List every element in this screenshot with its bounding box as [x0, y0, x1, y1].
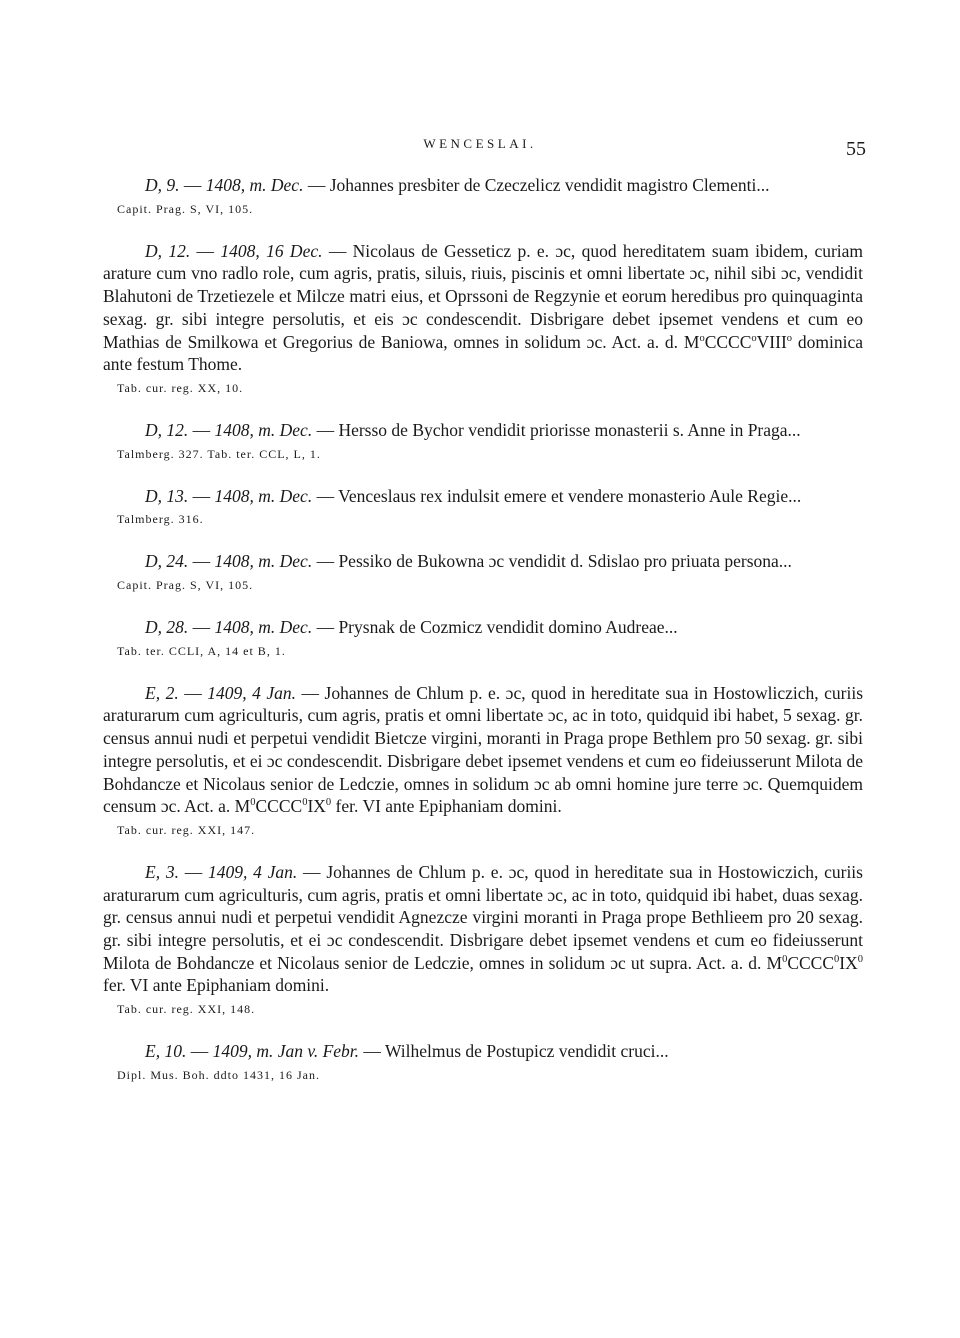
entry-text: E, 2. — 1409, 4 Jan. — Johannes de Chlum p. e. ɔc, quod in hereditate sua in Hostowliczich, curiis araturarum cum agriculturis, cum agris, pratis et omni libertate ɔc, ac in toto, quidquid ibi habet, 5 sexag. gr. census annui nudi et perpetui vendidit Bietcze virgini, moranti in Praga prope Bethlem pro 50 sexag. gr. sibi integre persolutis, et ei ɔc condescendit. Disbrigare debet ipsemet vendens et cum eo fideiusserunt Milota de Bohdancze et Nicolaus senior de Ledczie, omnes in solidum ɔc ab omni homine jure terre ɔc. Quemquidem censum ɔc. Act. a. $M^0CCCC^0IX^0$ fer. VI ante Epiphaniam domini.: [103, 682, 864, 817]
entry-body: Wilhelmus de Postupicz vendidit cruci...: [384, 1041, 669, 1062]
superscript: o: [751, 332, 757, 344]
entry-text: D, 12. — 1408, m. Dec. — Hersso de Bychor vendidit priorisse monasterii s. Anne in Praga...: [145, 419, 801, 440]
entry-source: Tab. cur. reg. XXI, 147.: [117, 822, 256, 837]
entry-date-head: E, 10. — 1409, m. Jan v. Febr.: [145, 1041, 360, 1062]
entry: [103, 550, 863, 593]
entry-body-end: fer. VI ante Epiphaniam domini.: [331, 796, 562, 817]
page-number: 55: [846, 138, 866, 160]
entry-body: Pessiko de Bukowna ɔc vendidit d. Sdislao pro priuata persona...: [338, 551, 792, 572]
entry: [103, 240, 863, 396]
entry-body-cont: CCCC: [704, 331, 752, 352]
entry-body-cont: CCCC: [787, 952, 835, 973]
entry-body: Johannes de Chlum p. e. ɔc, quod in hereditate sua in Hostowliczich, curiis araturarum cum agriculturis, cum agris, pratis et omni libertate ɔc, ac in toto, quidquid ibi habet, 5 sexag. gr. census annui nudi et perpetui vendidit Bietcze virgini, moranti in Praga prope Bethlem pro 50 sexag. gr. sibi integre persolutis, et ei ɔc condescendit. Disbrigare debet ipsemet vendens et cum eo fideiusserunt Milota de Bohdancze et Nicolaus senior de Ledczie, omnes in solidum ɔc ab omni homine jure terre ɔc. Quemquidem censum ɔc. Act. a. M: [103, 682, 864, 817]
entry-source: Talmberg. 327. Tab. ter. CCL, L, 1.: [117, 446, 321, 461]
running-head: WENCESLAI.: [423, 136, 537, 151]
superscript: 0: [250, 797, 256, 809]
entry-text: E, 3. — 1409, 4 Jan. — Johannes de Chlum p. e. ɔc, quod in hereditate sua in Hostowiczich, curiis araturarum cum agriculturis, cum agris, pratis et omni libertate ɔc, ac in toto, quidquid ibi habet, duas sexag. gr. census annui nudi et perpetui vendidit Agnezcze virgini moranti in Praga prope Bethlieem pro 20 sexag. gr. sibi integre persolutis, et ei ɔc condescendit. Disbrigare debet ipsemet vendens et cum eo fideiusserunt Milota de Bohdancze et Nicolaus senior de Ledczie, omnes in solidum ɔc ut supra. Act. a. d. $M^0CCCC^0IX^0$ fer. VI ante Epiphaniam domini.: [103, 861, 863, 996]
entry-text: D, 13. — 1408, m. Dec. — Venceslaus rex indulsit emere et vendere monasterio Aule Regie...: [145, 485, 802, 506]
entry-body-end: dominica ante festum Thome.: [103, 331, 863, 375]
entry-date-head: D, 28. — 1408, m. Dec.: [145, 617, 313, 638]
entry-date-head: D, 13. — 1408, m. Dec.: [145, 485, 313, 506]
entry: [103, 174, 863, 217]
entry-date-head: D, 12. — 1408, m. Dec.: [145, 419, 313, 440]
entry-body: Hersso de Bychor vendidit priorisse monasterii s. Anne in Praga...: [338, 419, 801, 440]
entry-date-head: D, 12. — 1408, 16 Dec.: [145, 240, 323, 261]
superscript: 0: [834, 953, 840, 965]
entry-source: Tab. cur. reg. XXI, 148.: [117, 1002, 256, 1017]
superscript: 0: [325, 797, 332, 809]
entry: [103, 1040, 863, 1083]
entry-body: Prysnak de Cozmicz vendidit domino Audreae...: [338, 617, 678, 638]
entry: [103, 485, 863, 528]
entry-body-cont: CCCC: [255, 796, 303, 817]
entry-source: Dipl. Mus. Boh. ddto 1431, 16 Jan.: [117, 1067, 321, 1082]
entry: [103, 861, 863, 1017]
entry-body-cont: VIII: [756, 331, 787, 352]
superscript: 0: [302, 797, 308, 809]
superscript: o: [786, 332, 793, 344]
superscript: o: [699, 332, 705, 344]
entry-text: D, 24. — 1408, m. Dec. — Pessiko de Bukowna ɔc vendidit d. Sdislao pro priuata persona...: [145, 551, 792, 572]
entry-date-head: D, 9. — 1408, m. Dec.: [145, 175, 304, 195]
entry-body-end: fer. VI ante Epiphaniam domini.: [103, 975, 330, 996]
entry-text: E, 10. — 1409, m. Jan v. Febr. — Wilhelmus de Postupicz vendidit cruci...: [145, 1041, 669, 1062]
entry-source: Tab. cur. reg. XX, 10.: [117, 380, 244, 395]
entry-body: Nicolaus de Gesseticz p. e. ɔc, quod hereditatem suam ibidem, curiam arature cum vno radlo role, cum agris, pratis, siluis, riuis, piscinis et omni libertate ɔc, nihil sibi ɔc, vendidit Blahutoni de Trzetiezele et Milcze matri eius, et Oprssoni de Regzynie et eorum heredibus pro quinquaginta sexag. gr. sibi integre persolutis, et eis ɔc condescendit. Disbrigare debet ipsemet vendens et cum eo Mathias de Smilkowa et Gregorius de Baniowa, omnes in solidum ɔc. Act. a. d. M: [103, 240, 864, 352]
entry-date-head: E, 2. — 1409, 4 Jan.: [145, 682, 297, 703]
entry: [103, 419, 863, 462]
entries-list: [103, 174, 863, 1106]
superscript: 0: [782, 953, 788, 965]
entry-source: Talmberg. 316.: [117, 512, 204, 527]
superscript: 0: [857, 953, 863, 965]
entry-text: D, 28. — 1408, m. Dec. — Prysnak de Cozmicz vendidit domino Audreae...: [145, 617, 678, 638]
entry-body-cont: IX: [307, 796, 326, 817]
entry-date-head: E, 3. — 1409, 4 Jan.: [145, 861, 298, 882]
entry-date-head: D, 24. — 1408, m. Dec.: [145, 551, 313, 572]
entry: [103, 616, 863, 659]
entry-body: Johannes presbiter de Czeczelicz vendidit magistro Clementi...: [329, 175, 770, 195]
entry-source: Capit. Prag. S, VI, 105.: [117, 578, 254, 593]
entry: [103, 682, 863, 838]
entry-body: Venceslaus rex indulsit emere et vendere monasterio Aule Regie...: [338, 485, 802, 506]
entry-source: Tab. ter. CCLI, A, 14 et B, 1.: [117, 643, 286, 658]
entry-text: D, 12. — 1408, 16 Dec. — Nicolaus de Gesseticz p. e. ɔc, quod hereditatem suam ibidem, curiam arature cum vno radlo role, cum agris, pratis, siluis, riuis, piscinis et omni libertate ɔc, nihil sibi ɔc, vendidit Blahutoni de Trzetiezele et Milcze matri eius, et Oprssoni de Regzynie et eorum heredibus pro quinquaginta sexag. gr. sibi integre persolutis, et eis ɔc condescendit. Disbrigare debet ipsemet vendens et cum eo Mathias de Smilkowa et Gregorius de Baniowa, omnes in solidum ɔc. Act. a. d. $M^oCCCC^oVIII^o$ dominica ante festum Thome.: [103, 240, 864, 375]
entry-text: D, 9. — 1408, m. Dec. — Johannes presbiter de Czeczelicz vendidit magistro Clementi...: [145, 175, 770, 195]
entry-body: Johannes de Chlum p. e. ɔc, quod in hereditate sua in Hostowiczich, curiis araturarum cum agriculturis, cum agris, pratis et omni libertate ɔc, ac in toto, quidquid ibi habet, duas sexag. gr. census annui nudi et perpetui vendidit Agnezcze virgini moranti in Praga prope Bethlieem pro 20 sexag. gr. sibi integre persolutis, et ei ɔc condescendit. Disbrigare debet ipsemet vendens et cum eo fideiusserunt Milota de Bohdancze et Nicolaus senior de Ledczie, omnes in solidum ɔc ut supra. Act. a. d. M: [103, 861, 863, 973]
entry-body-cont: IX: [839, 952, 858, 973]
entry-source: Capit. Prag. S, VI, 105.: [117, 201, 254, 216]
